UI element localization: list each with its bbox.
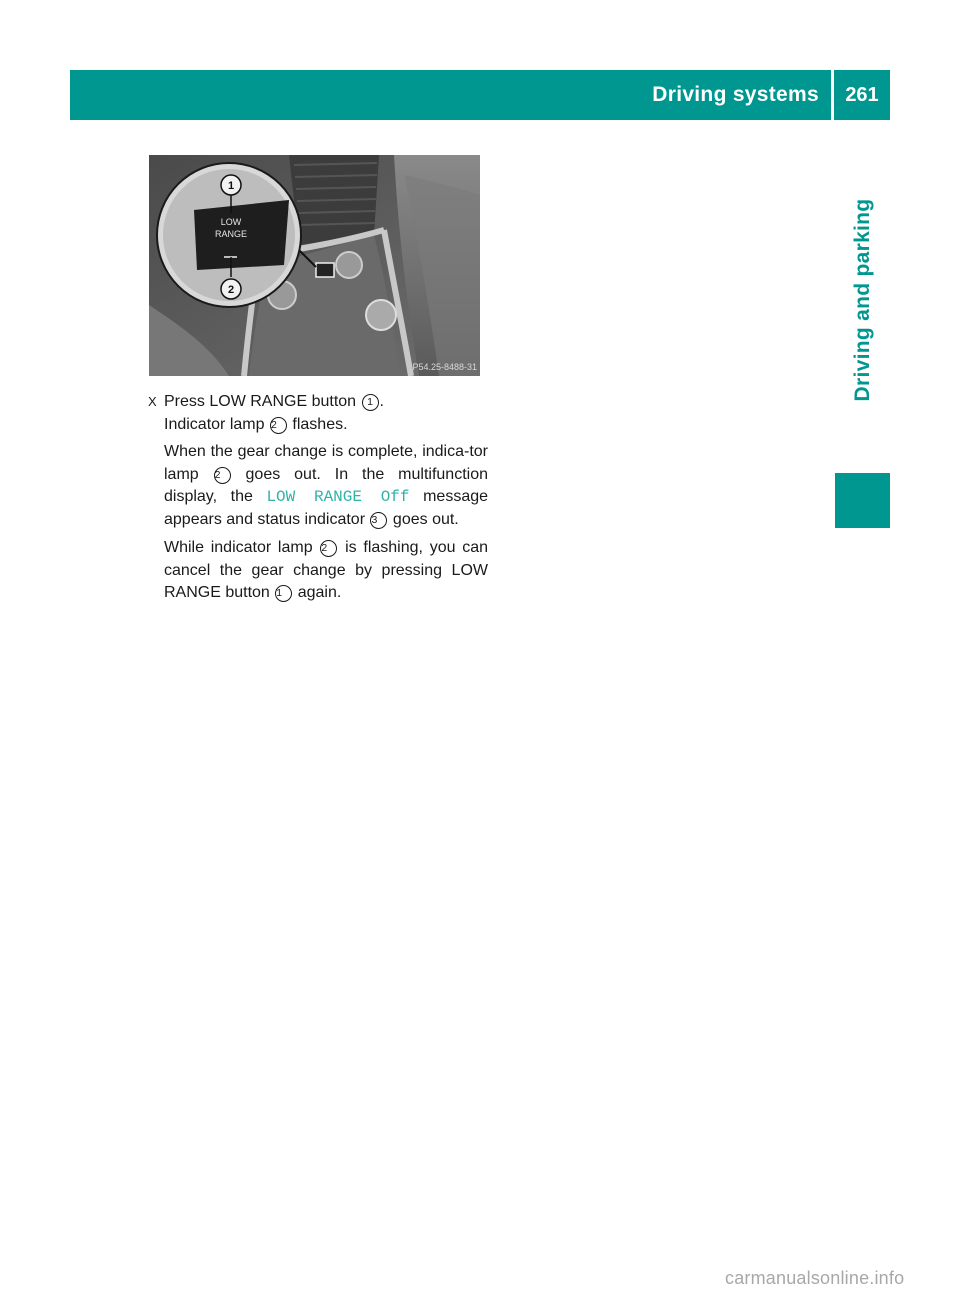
chapter-title: Driving and parking [850,198,874,402]
callout-2: 2 [227,284,235,296]
p2-text-c: again. [297,584,342,601]
p1-text-d: goes out. [392,510,459,528]
step-press-button [148,391,488,414]
center-console-photo [149,155,480,376]
display-message: LOW RANGE Off [266,488,410,506]
instruction-block [148,391,488,611]
figure-code: P54.25-8488-31 [412,362,477,372]
result-prefix: Indicator lamp [164,415,265,433]
ref-2: 2 [320,540,337,557]
chapter-tab [835,130,890,470]
header-bar [70,70,890,120]
p2-text-b: is flashing, you can cancel the gear change by pressing LOW RANGE button [164,539,489,601]
p1-text-a: When the gear change is complete, indica-tor lamp [164,443,488,483]
result-line [164,414,488,437]
step-end: . [379,393,384,410]
p1-text-b: goes out. In the multifunction display, the [164,465,488,505]
watermark: carmanualsonline.info [725,1268,905,1288]
step-marker: X [148,394,157,409]
inset-label-low: LOW [220,217,242,227]
paragraph-gear-complete [164,441,488,531]
result-suffix: flashes. [292,415,348,433]
callout-1: 1 [227,180,235,192]
step-text: Press LOW RANGE button [164,393,357,410]
chapter-tab-block [835,473,890,528]
ref-1: 1 [362,394,379,411]
paragraph-cancel [164,537,488,605]
p2-text-a: While indicator lamp [164,539,313,556]
ref-2: 2 [214,467,231,484]
p1-text-c: message appears and status indicator [164,488,489,528]
page-number: 261 [845,83,879,106]
section-title: Driving systems [652,83,819,106]
ref-3: 3 [370,512,387,529]
ref-1: 1 [275,585,292,602]
ref-2: 2 [270,417,287,434]
inset-label-range: RANGE [214,229,248,239]
